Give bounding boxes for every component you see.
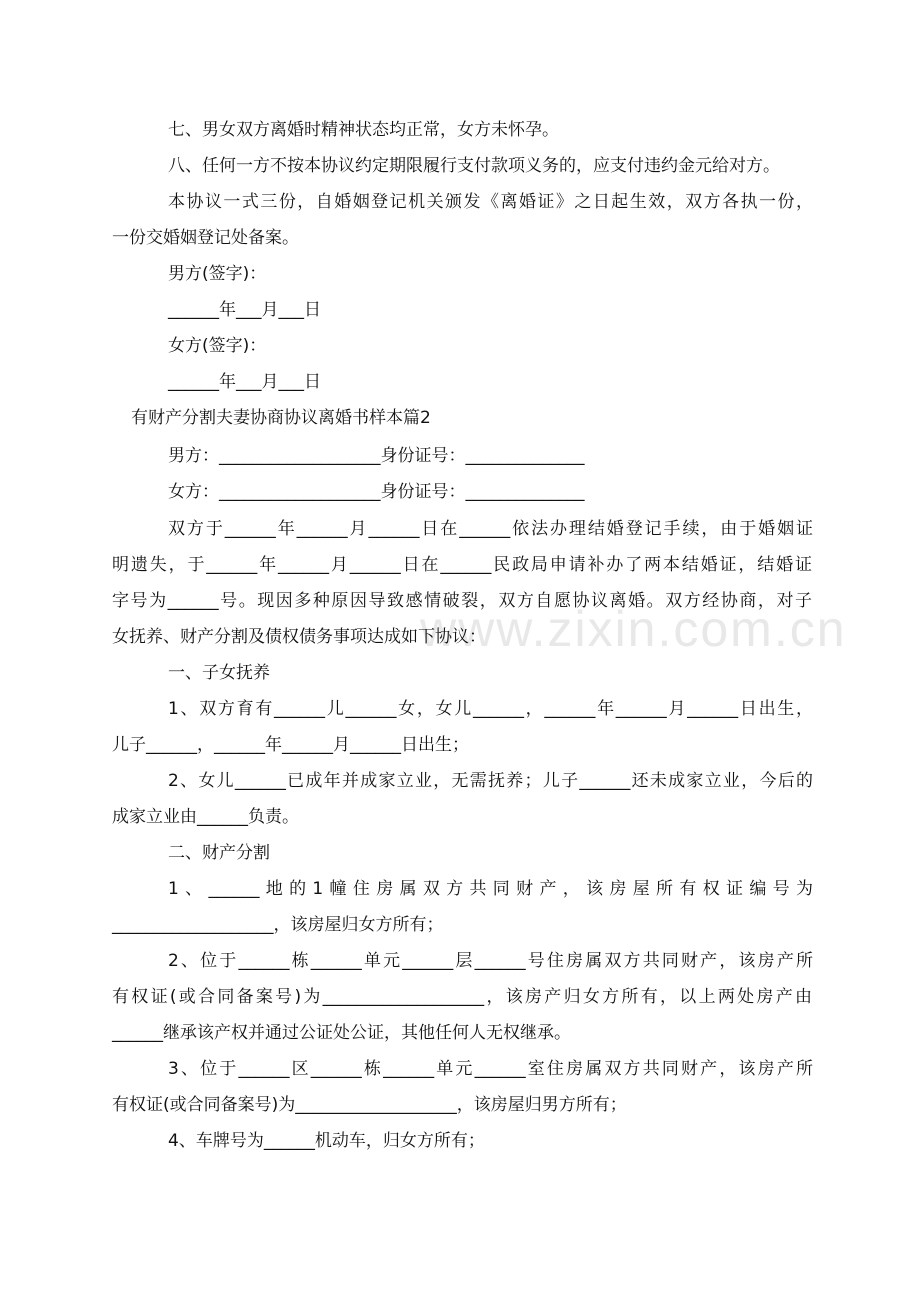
paragraph-line: 双方于______年______月______日在______依法办理结婚登记手续，由于婚姻证 xyxy=(168,519,813,539)
male-id-line: 男方：___________________身份证号：______________ xyxy=(168,446,585,466)
paragraph-line: 字号为______号。现因多种原因导致感情破裂，双方自愿协议离婚。双方经协商，对子 xyxy=(112,591,812,611)
paragraph-line: 儿子______，______年______月______日出生； xyxy=(112,735,469,755)
paragraph-line: 本协议一式三份，自婚姻登记机关颁发《离婚证》之日起生效，双方各执一份， xyxy=(168,192,813,212)
female-id-line: 女方：___________________身份证号：______________ xyxy=(168,482,585,502)
paragraph-line: 一份交婚姻登记处备案。 xyxy=(112,228,299,248)
female-signature-label: 女方(签字)： xyxy=(168,336,267,356)
paragraph-line: 明遗失，于______年______月______日在______民政局申请补办了两本结婚证，结婚证 xyxy=(112,555,812,575)
paragraph-line: 2、女儿______已成年并成家立业，无需抚养；儿子______还未成家立业，今后的 xyxy=(168,771,813,791)
paragraph-line: 4、车牌号为______机动车，归女方所有； xyxy=(168,1131,485,1151)
section-title: 有财产分割夫妻协商协议离婚书样本篇2 xyxy=(131,408,431,428)
paragraph-line: 1、双方育有______儿______女，女儿______，______年______月______日出生， xyxy=(168,699,813,719)
paragraph-line: ______继承该产权并通过公证处公证，其他任何人无权继承。 xyxy=(112,1023,571,1043)
paragraph-line: 有权证(或合同备案号)为___________________，该房屋归男方所有； xyxy=(112,1095,627,1115)
male-signature-date: ______年___月___日 xyxy=(168,300,321,320)
heading-property-division: 二、财产分割 xyxy=(168,843,270,863)
paragraph-line: 有权证(或合同备案号)为___________________，该房产归女方所有，以上两处房产由 xyxy=(112,987,812,1007)
paragraph-line: 3、位于______区______栋______单元______室住房属双方共同财产，该房产所 xyxy=(168,1059,813,1079)
female-signature-date: ______年___月___日 xyxy=(168,372,321,392)
heading-child-custody: 一、子女抚养 xyxy=(168,663,270,683)
watermark: www.zixin.com.cn xyxy=(420,601,847,657)
clause-8: 八、任何一方不按本协议约定期限履行支付款项义务的，应支付违约金元给对方。 xyxy=(168,156,780,176)
male-signature-label: 男方(签字)： xyxy=(168,264,267,284)
paragraph-line: 成家立业由______负责。 xyxy=(112,807,299,827)
clause-7: 七、男女双方离婚时精神状态均正常，女方未怀孕。 xyxy=(168,120,559,140)
paragraph-line: 女抚养、财产分割及债权债务事项达成如下协议： xyxy=(112,627,486,647)
paragraph-line: ___________________，该房屋归女方所有； xyxy=(112,915,444,935)
paragraph-line: 1、______地的1幢住房属双方共同财产，该房屋所有权证编号为 xyxy=(168,879,813,899)
paragraph-line: 2、位于______栋______单元______层______号住房属双方共同财产，该房产所 xyxy=(168,951,813,971)
